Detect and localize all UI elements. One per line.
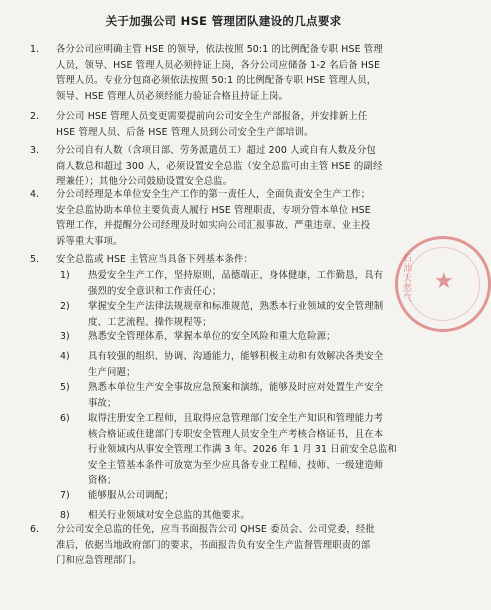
item-text-line: 管理人员。专业分包商必须依法按照 50:1 的比例配备专职 HSE 管理人员， (56, 75, 377, 87)
item-text-line: 掌握安全生产法律法规规章和标准规范，熟悉本行业领域的安全管理制 (88, 301, 384, 312)
item-number: 5) (60, 382, 70, 393)
item-text-line: 准后，依据当地政府部门的要求，书面报告负有安全生产监督管理职责的部 (56, 539, 371, 551)
item-text-line: 诉等重大事项。 (56, 235, 123, 247)
item-text-line: 安全总监或 HSE 主管应当具备下列基本条件： (56, 254, 254, 265)
item-text-line: 各分公司应明确主管 HSE 的领导，依法按照 50:1 的比例配备专职 HSE 管理 (56, 44, 383, 55)
item-text-line: 领导、HSE 管理人员必须经能力验证合格且持证上岗。 (56, 90, 289, 102)
item-text-line: 理兼任）；其他分公司鼓励设置安全总监。 (56, 176, 233, 188)
item-text-line: 门和应急管理部门。 (56, 555, 142, 567)
item-number: 2. (30, 111, 39, 122)
item-text-line: 熟悉本单位生产安全事故应急预案和演练，能够及时应对处置生产安全 (88, 382, 384, 393)
item-number: 6) (60, 413, 70, 424)
item-number: 2) (60, 301, 70, 312)
seal-text: 石油天然气 (401, 253, 411, 303)
item-text-line: 安全主管基本条件可放宽为至少应具备专业工程师、技师、一级建造师 (88, 459, 384, 471)
item-number: 4. (30, 189, 39, 200)
item-text-line: 安全总监协助本单位主要负责人履行 HSE 管理职责，专项分管本单位 HSE (56, 204, 371, 216)
item-number: 1. (30, 44, 39, 55)
seal-star-icon: ★ (434, 269, 454, 294)
document-title: 关于加强公司 HSE 管理团队建设的几点要求 (105, 14, 342, 28)
item-text-line: 商人数总和超过 300 人，必须设置安全总监（安全总监可由主管 HSE 的副经 (56, 160, 383, 172)
item-text-line: 分公司安全总监的任免，应当书面报告公司 QHSE 委员会、公司党委，经批 (56, 524, 375, 535)
item-text-line: 人员，领导、HSE 管理人员必须持证上岗，各分公司应储备 1-2 名后备 HSE (56, 59, 381, 71)
item-text-line: HSE 管理人员、后备 HSE 管理人员到公司安全生产部培训。 (56, 126, 314, 138)
item-text-line: 分公司经理是本单位安全生产工作的第一责任人，全面负责安全生产工作； (56, 189, 371, 200)
item-number: 8) (60, 510, 70, 521)
item-number: 7) (60, 490, 70, 501)
item-text-line: 资格； (88, 475, 117, 487)
item-text-line: 能够服从公司调配； (88, 490, 174, 501)
item-text-line: 分公司自有人数（含项目部、劳务派遣员工）超过 200 人或自有人数及分包 (56, 145, 376, 156)
item-text-line: 强烈的安全意识和工作责任心； (88, 285, 222, 297)
item-text-line: 相关行业领域对安全总监的其他要求。 (88, 510, 250, 521)
item-number: 6. (30, 524, 39, 535)
item-number: 1) (60, 270, 70, 281)
item-text-line: 管理工作，并提醒分公司经理及时如实向公司汇报事故、严重违章、业主投 (56, 220, 371, 232)
item-text-line: 事故； (88, 397, 117, 409)
item-text-line: 度、工艺流程、操作规程等； (88, 316, 212, 328)
company-seal (395, 236, 491, 332)
item-text-line: 行业领域内从事安全管理工作满 3 年。2026 年 1 月 31 日前安全总监和 (88, 444, 397, 456)
item-number: 3. (30, 145, 39, 156)
item-number: 5. (30, 254, 39, 265)
item-text-line: 核合格证或住建部门专职安全管理人员安全生产考核合格证书，且在本 (88, 428, 384, 440)
item-number: 3) (60, 331, 70, 342)
item-text-line: 具有较强的组织、协调、沟通能力，能够积极主动和有效解决各类安全 (88, 351, 384, 362)
item-text-line: 生产问题； (88, 366, 136, 378)
item-text-line: 取得注册安全工程师，且取得应急管理部门安全生产知识和管理能力考 (88, 413, 384, 424)
item-number: 4) (60, 351, 70, 362)
item-text-line: 熟悉安全管理体系，掌握本单位的安全风险和重大危险源； (88, 331, 336, 342)
item-text-line: 分公司 HSE 管理人员变更需要提前向公司安全生产部报备，并安排新上任 (56, 111, 368, 122)
item-text-line: 热爱安全生产工作，坚持原则，品德端正，身体健康，工作勤恳，具有 (88, 270, 384, 281)
